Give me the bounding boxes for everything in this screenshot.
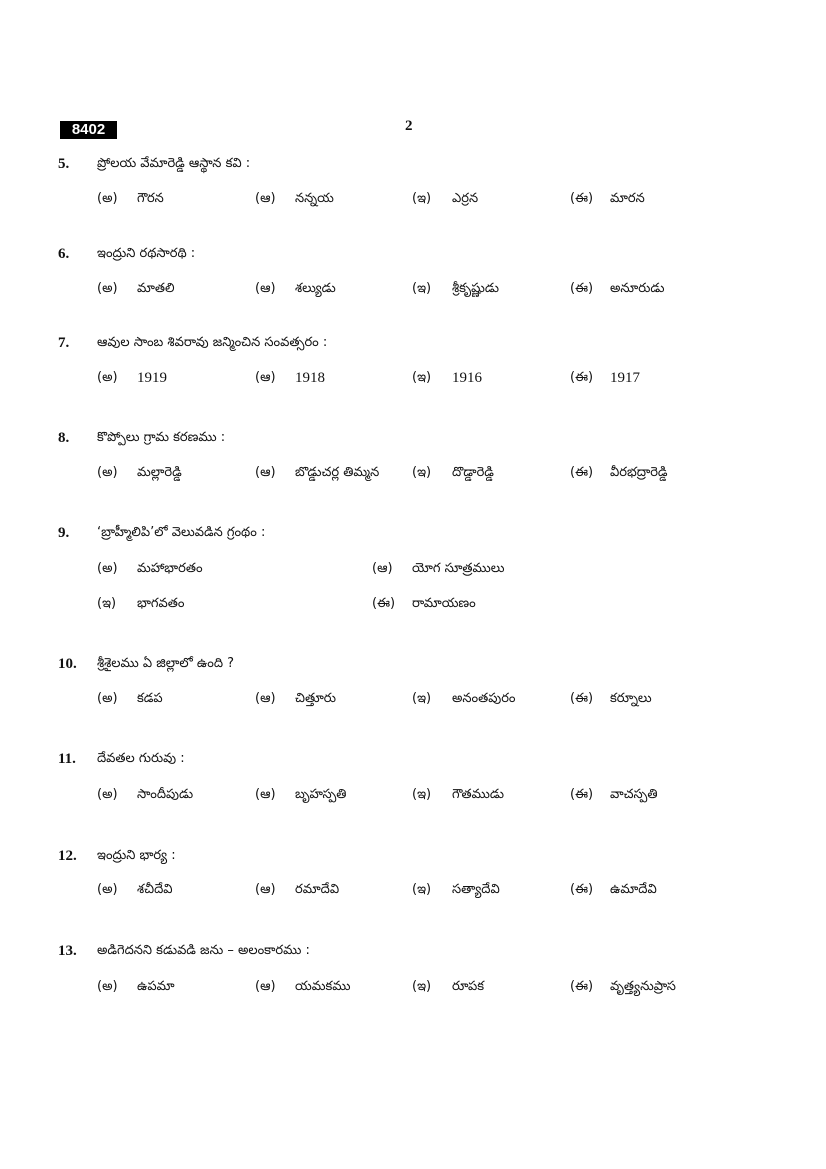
question-text: ప్రోలయ వేమారెడ్డి ఆస్థాన కవి :: [97, 156, 251, 171]
option-text: మాతలి: [137, 281, 175, 296]
option-label: (అ): [97, 882, 118, 897]
question-text: ఇంద్రుని భార్య :: [97, 848, 176, 863]
option-label: (ఇ): [412, 191, 432, 206]
option-label: (ఆ): [255, 787, 276, 802]
option-label: (ఆ): [255, 191, 276, 206]
question-text: ఇంద్రుని రథసారథి :: [97, 246, 196, 261]
option-label: (ఆ): [372, 561, 393, 576]
option-label: (ఇ): [412, 787, 432, 802]
option-label: (ఈ): [570, 465, 594, 480]
option-text: దొడ్డారెడ్డి: [452, 465, 494, 480]
option-label: (ఇ): [412, 882, 432, 897]
option-label: (ఈ): [570, 882, 594, 897]
question-13: [0, 941, 826, 961]
option-text: రామాయణం: [412, 596, 476, 611]
option-text: యోగ సూత్రములు: [412, 561, 505, 576]
option-label: (ఈ): [372, 596, 396, 611]
option-label: (ఆ): [255, 281, 276, 296]
option-text: యమకము: [295, 979, 351, 994]
option-text: 1919: [137, 370, 167, 386]
option-label: (ఈ): [570, 691, 594, 706]
option-text: మహాభారతం: [137, 561, 203, 576]
option-text: బృహస్పతి: [295, 787, 347, 802]
question-text: కొప్పోలు గ్రామ కరణము :: [97, 430, 226, 445]
question-number: 13.: [58, 943, 77, 959]
option-label: (ఇ): [412, 979, 432, 994]
question-number: 8.: [58, 430, 70, 446]
question-number: 11.: [58, 751, 76, 767]
option-text: మల్లారెడ్డి: [137, 465, 182, 480]
option-text: కడప: [137, 691, 163, 706]
option-text: నన్నయ: [295, 191, 334, 206]
question-text: ‘బ్రాహ్మీలిపి’లో వెలువడిన గ్రంథం :: [97, 525, 266, 540]
option-label: (అ): [97, 787, 118, 802]
question-5: [0, 154, 826, 174]
option-text: ఉమాదేవి: [610, 882, 657, 897]
option-label: (ఇ): [412, 370, 432, 385]
question-number: 7.: [58, 335, 70, 351]
question-6: [0, 244, 826, 264]
option-text: బొడ్డుచర్ల తిమ్మన: [295, 465, 380, 480]
question-number: 5.: [58, 156, 70, 172]
option-text: ఉపమా: [137, 979, 175, 994]
page-number: 2: [405, 118, 413, 134]
option-label: (ఈ): [570, 370, 594, 385]
option-label: (అ): [97, 691, 118, 706]
option-label: (ఈ): [570, 979, 594, 994]
option-text: భాగవతం: [137, 596, 185, 611]
option-text: గౌరన: [137, 191, 164, 206]
option-text: 1916: [452, 370, 482, 386]
option-label: (అ): [97, 561, 118, 576]
option-text: ఎర్రన: [452, 191, 479, 206]
option-text: శ్రీకృష్ణుడు: [452, 281, 500, 296]
question-number: 12.: [58, 848, 77, 864]
question-text: శ్రీశైలము ఏ జిల్లాలో ఉంది ?: [97, 656, 235, 671]
option-label: (అ): [97, 370, 118, 385]
option-text: మారన: [610, 191, 645, 206]
option-text: 1918: [295, 370, 325, 386]
option-label: (ఈ): [570, 281, 594, 296]
option-label: (ఆ): [255, 691, 276, 706]
option-label: (ఆ): [255, 370, 276, 385]
paper-code: 8402: [60, 121, 117, 139]
option-label: (ఇ): [97, 596, 117, 611]
option-text: వీరభద్రారెడ్డి: [610, 465, 668, 480]
option-label: (ఇ): [412, 281, 432, 296]
option-text: సాందీపుడు: [137, 787, 194, 802]
option-label: (ఆ): [255, 979, 276, 994]
question-8: [0, 428, 826, 448]
option-label: (అ): [97, 281, 118, 296]
option-label: (అ): [97, 191, 118, 206]
question-number: 6.: [58, 246, 70, 262]
question-12: [0, 846, 826, 866]
option-label: (అ): [97, 979, 118, 994]
option-text: కర్నూలు: [610, 691, 652, 706]
option-text: రమాదేవి: [295, 882, 340, 897]
option-text: శల్యుడు: [295, 281, 336, 296]
question-11: [0, 749, 826, 769]
option-label: (అ): [97, 465, 118, 480]
question-text: అడిగెదనని కడువడి జను – అలంకారము :: [97, 943, 310, 958]
option-text: శచీదేవి: [137, 882, 173, 897]
question-text: దేవతల గురువు :: [97, 751, 185, 766]
option-label: (ఇ): [412, 691, 432, 706]
option-label: (ఆ): [255, 882, 276, 897]
option-text: అనూరుడు: [610, 281, 665, 296]
option-text: 1917: [610, 370, 640, 386]
question-9: [0, 523, 826, 543]
question-7: [0, 333, 826, 353]
option-label: (ఈ): [570, 191, 594, 206]
question-number: 9.: [58, 525, 70, 541]
option-text: రూపక: [452, 979, 485, 994]
question-10: [0, 654, 826, 674]
option-text: అనంతపురం: [452, 691, 516, 706]
question-text: ఆవుల సాంబ శివరావు జన్మించిన సంవత్సరం :: [97, 335, 328, 350]
option-label: (ఆ): [255, 465, 276, 480]
option-text: సత్యాదేవి: [452, 882, 500, 897]
option-label: (ఇ): [412, 465, 432, 480]
option-text: చిత్తూరు: [295, 691, 336, 706]
option-label: (ఈ): [570, 787, 594, 802]
option-text: వాచస్పతి: [610, 787, 658, 802]
question-number: 10.: [58, 656, 77, 672]
option-text: గౌతముడు: [452, 787, 504, 802]
option-text: వృత్త్యనుప్రాస: [610, 979, 676, 994]
